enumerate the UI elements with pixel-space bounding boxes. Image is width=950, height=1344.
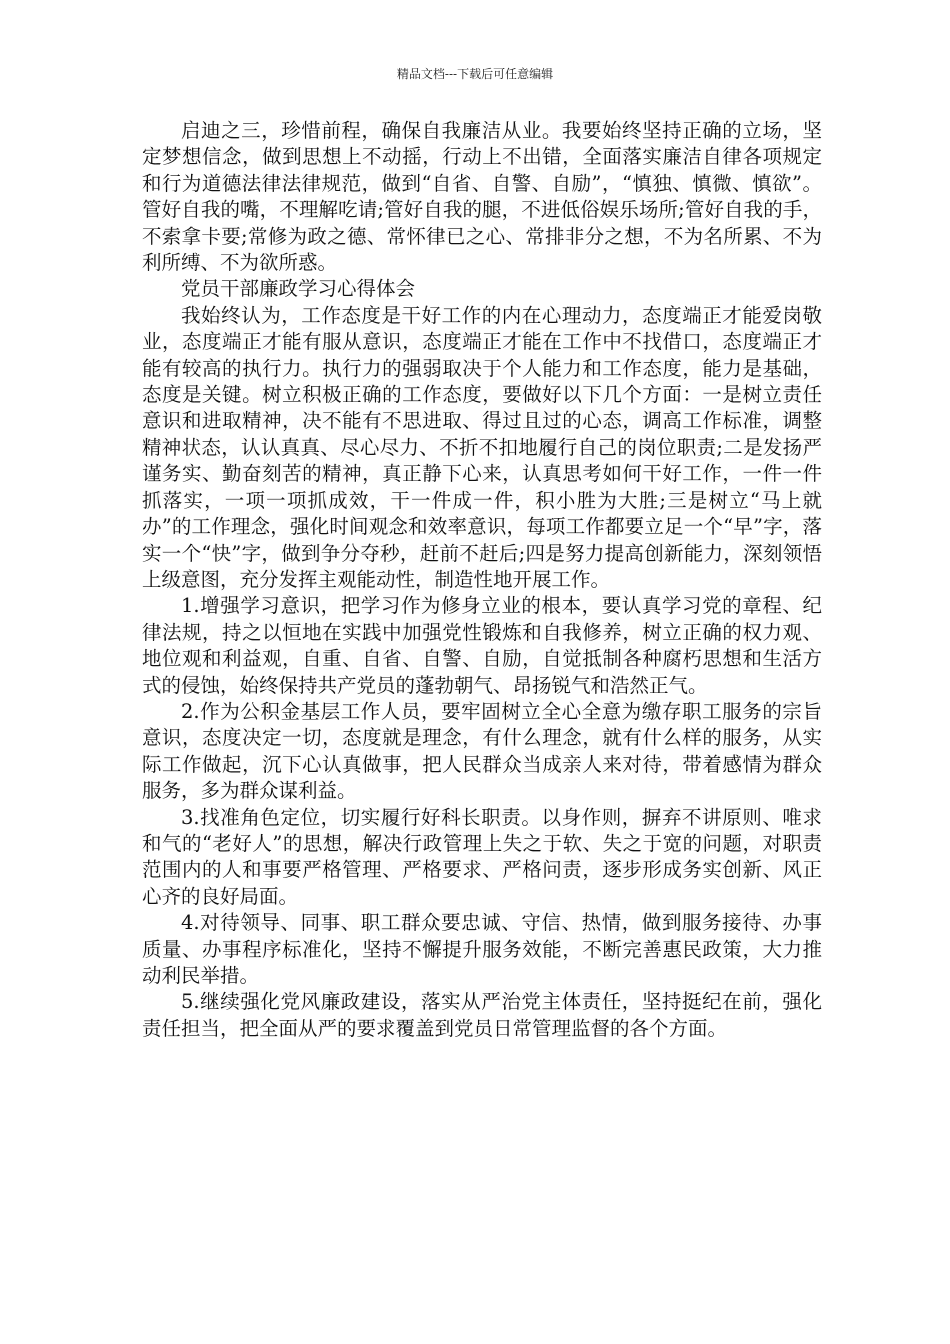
paragraph-work-attitude: 我始终认为，工作态度是干好工作的内在心理动力，态度端正才能爱岗敬业，态度端正才能有服从意识，态度端正才能在工作中不找借口，态度端正才能有较高的执行力。执行力的强弱取决于个人能力和工作态度，能力是基础，态度是关键。树立积极正确的工作态度，要做好以下几个方面：一是树立责任意识和进取精神，决不能有不思进取、得过且过的心态，调高工作标准，调整精神状态，认认真真、尽心尽力、不折不扣地履行自己的岗位职责;二是发扬严谨务实、勤奋刻苦的精神，真正静下心来，认真思考如何干好工作，一件一件抓落实，一项一项抓成效，干一件成一件，积小胜为大胜;三是树立“马上就办”的工作理念，强化时间观念和效率意识，每项工作都要立足一个“早”字，落实一个“快”字，做到争分夺秒，赶前不赶后;四是努力提高创新能力，深刻领悟上级意图，充分发挥主观能动性，制造性地开展工作。 [142,303,822,591]
paragraph-item-3: 3.找准角色定位，切实履行好科长职责。以身作则，摒弃不讲原则、唯求和气的“老好人”的思想，解决行政管理上失之于软、失之于宽的问题，对职责范围内的人和事要严格管理、严格要求、严格问责，逐步形成务实创新、风正心齐的良好局面。 [142,805,822,908]
section-heading: 党员干部廉政学习心得体会 [181,277,416,301]
paragraph-item-1: 1.增强学习意识，把学习作为修身立业的根本，要认真学习党的章程、纪律法规，持之以恒地在实践中加强党性锻炼和自我修养，树立正确的权力观、地位观和利益观，自重、自省、自警、自励，自觉抵制各种腐朽思想和生活方式的侵蚀，始终保持共产党员的蓬勃朝气、昂扬锐气和浩然正气。 [142,594,822,697]
paragraph-item-5: 5.继续强化党风廉政建设，落实从严治党主体责任，坚持挺纪在前，强化责任担当，把全面从严的要求覆盖到党员日常管理监督的各个方面。 [142,990,822,1040]
paragraph-item-4: 4.对待领导、同事、职工群众要忠诚、守信、热情，做到服务接待、办事质量、办事程序标准化，坚持不懈提升服务效能，不断完善惠民政策，大力推动利民举措。 [142,911,822,987]
page-header: 精品文档---下载后可任意编辑 [396,67,554,81]
paragraph-intro: 启迪之三，珍惜前程，确保自我廉洁从业。我要始终坚持正确的立场，坚定梦想信念，做到思想上不动摇，行动上不出错，全面落实廉洁自律各项规定和行为道德法律法律规范，做到“自省、自警、自励”，“慎独、慎微、慎欲”。管好自我的嘴，不理解吃请;管好自我的腿，不进低俗娱乐场所;管好自我的手，不索拿卡要;常修为政之德、常怀律已之心、常排非分之想，不为名所累、不为利所缚、不为欲所惑。 [142,119,822,275]
document-body [142,118,822,1042]
paragraph-item-2: 2.作为公积金基层工作人员，要牢固树立全心全意为缴存职工服务的宗旨意识，态度决定一切，态度就是理念，有什么理念，就有什么样的服务，从实际工作做起，沉下心认真做事，把人民群众当成亲人来对待，带着感情为群众服务，多为群众谋利益。 [142,699,822,803]
